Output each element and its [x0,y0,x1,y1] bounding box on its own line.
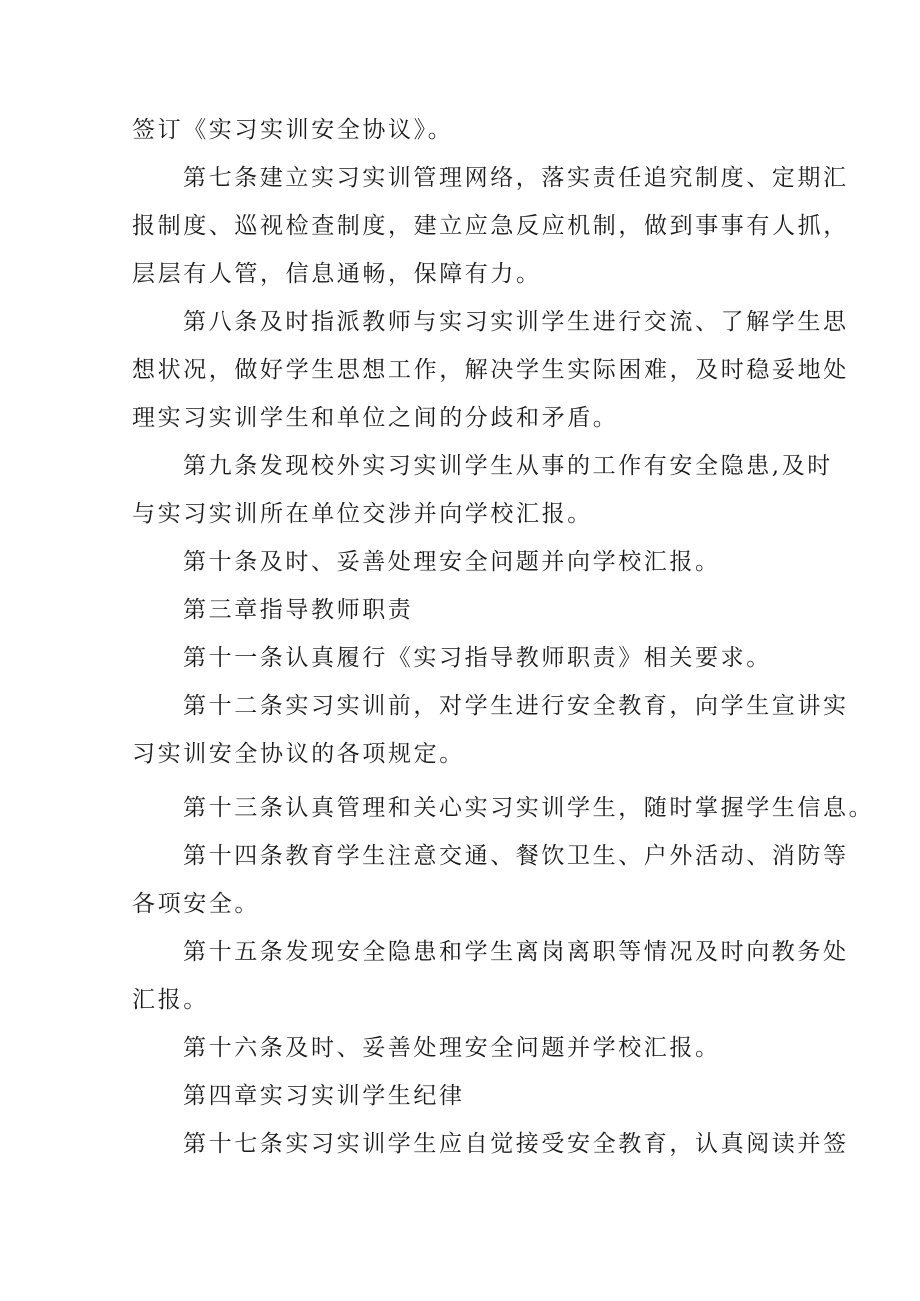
article-17-line-1: 第十七条实习实训学生应自觉接受安全教育，认真阅读并签 [183,1131,849,1157]
article-15-line-1: 第十五条发现安全隐患和学生离岗离职等情况及时向教务处 [183,939,849,965]
article-12-line-1: 第十二条实习实训前，对学生进行安全教育，向学生宣讲实 [183,693,849,719]
article-11-line-1: 第十一条认真履行《实习指导教师职责》相关要求。 [183,645,772,671]
article-16-line-1: 第十六条及时、妥善处理安全问题并学校汇报。 [183,1035,721,1061]
chapter-3-heading: 第三章指导教师职责 [183,597,414,623]
article-10-line-1: 第十条及时、妥善处理安全问题并向学校汇报。 [183,549,721,575]
article-7-line-1: 第七条建立实习实训管理网络，落实责任追究制度、定期汇 [183,165,849,191]
article-8-line-3: 理实习实训学生和单位之间的分歧和矛盾。 [132,405,619,431]
text-line-1: 签订《实习实训安全协议》。 [132,117,454,143]
article-14-line-1: 第十四条教育学生注意交通、餐饮卫生、户外活动、消防等 [183,843,849,869]
article-12-line-2: 习实训安全协议的各项规定。 [132,741,465,767]
article-14-line-2: 各项安全。 [132,891,260,917]
article-8-line-1: 第八条及时指派教师与实习实训学生进行交流、了解学生思 [183,309,849,335]
article-8-line-2: 想状况，做好学生思想工作，解决学生实际困难，及时稳妥地处 [132,357,849,383]
article-7-line-3: 层层有人管，信息通畅，保障有力。 [132,261,542,287]
article-15-line-2: 汇报。 [132,987,209,1013]
article-9-line-1: 第九条发现校外实习实训学生从事的工作有安全隐患,及时 [183,453,833,479]
article-7-line-2: 报制度、巡视检查制度，建立应急反应机制，做到事事有人抓， [132,213,849,239]
article-9-line-2: 与实习实训所在单位交涉并向学校汇报。 [132,501,593,527]
chapter-4-heading: 第四章实习实训学生纪律 [183,1083,465,1109]
article-13-line-1: 第十三条认真管理和关心实习实训学生，随时掌握学生信息。 [183,795,875,821]
